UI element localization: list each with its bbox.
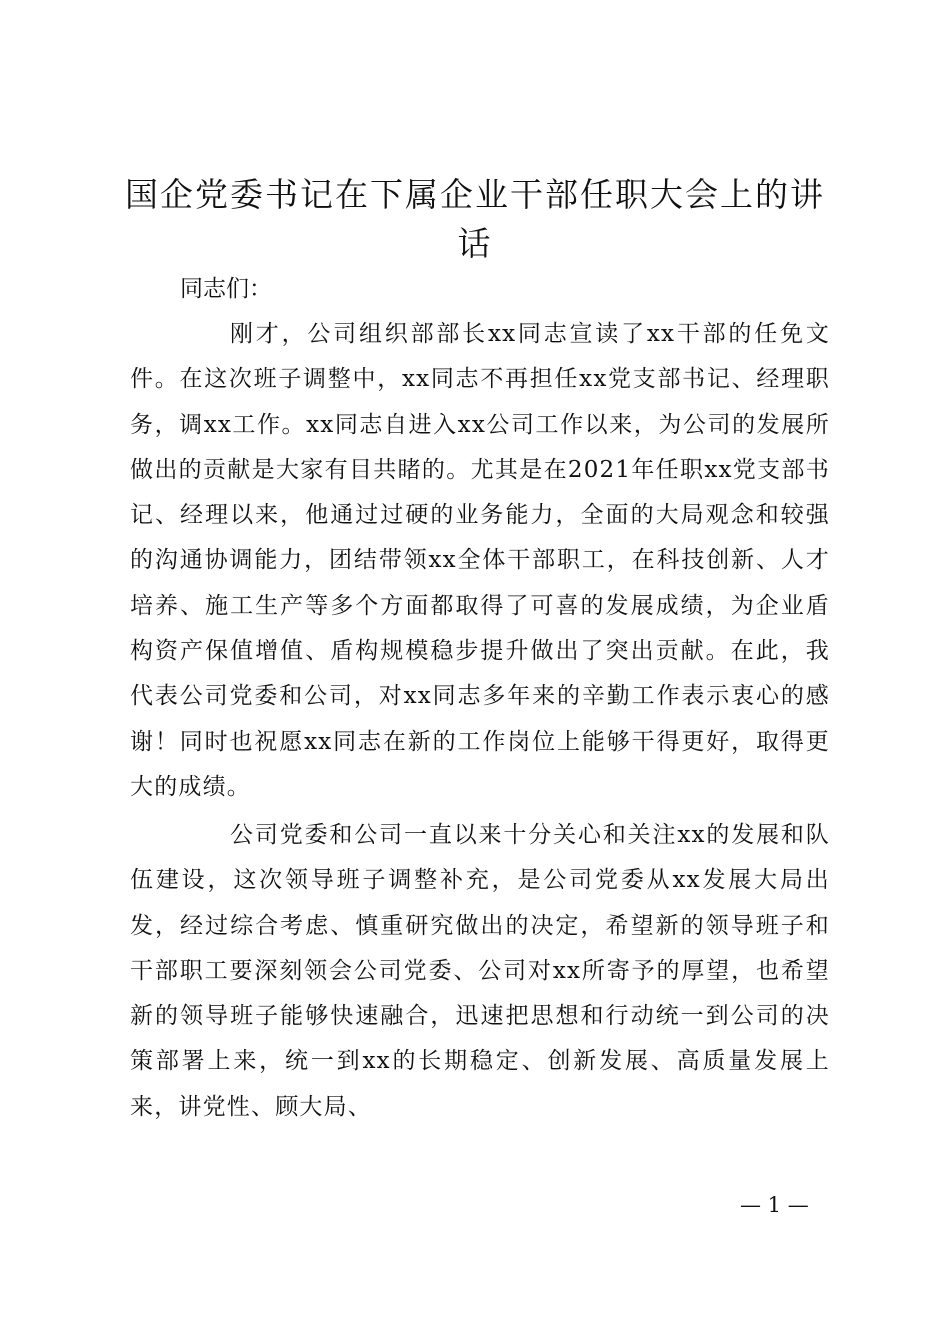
- document-title: 国企党委书记在下属企业干部任职大会上的讲话: [125, 175, 825, 263]
- salutation: 同志们：: [180, 276, 272, 302]
- paragraph-2: 公司党委和公司一直以来十分关心和关注xx的发展和队伍建设，这次领导班子调整补充，是公司党委从xx发展大局出发，经过综合考虑、慎重研究做出的决定，希望新的领导班子和干部职工要深刻领会公司党委、公司对xx所寄予的厚望，也希望新的领导班子能够快速融合，迅速把思想和行动统一到公司的决策部署上来，统一到xx的长期稳定、创新发展、高质量发展上来，讲党性、顾大局、: [130, 822, 830, 1120]
- paragraph-1: 刚才，公司组织部部长xx同志宣读了xx干部的任免文件。在这次班子调整中，xx同志不再担任xx党支部书记、经理职务，调xx工作。xx同志自进入xx公司工作以来，为公司的发展所做出的贡献是大家有目共睹的。尤其是在2021年任职xx党支部书记、经理以来，他通过过硬的业务能力，全面的大局观念和较强的沟通协调能力，团结带领xx全体干部职工，在科技创新、人才培养、施工生产等多个方面都取得了可喜的发展成绩，为企业盾构资产保值增值、盾构规模稳步提升做出了突出贡献。在此，我代表公司党委和公司，对xx同志多年来的辛勤工作表示衷心的感谢！同时也祝愿xx同志在新的工作岗位上能够干得更好，取得更大的成绩。: [130, 321, 830, 800]
- page-number: — 1 —: [740, 1193, 809, 1217]
